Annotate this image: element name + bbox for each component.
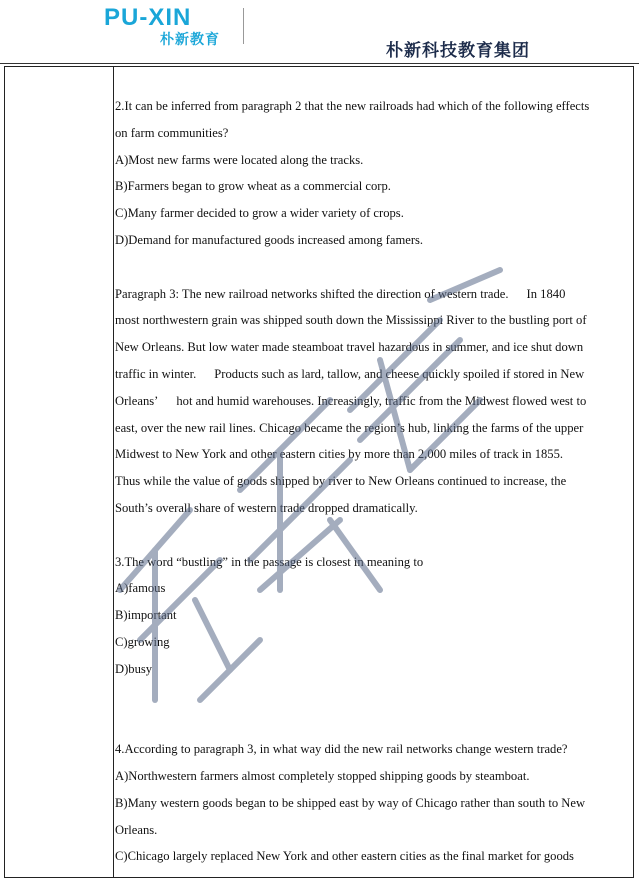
spacer <box>115 254 635 281</box>
q2-option-b: B)Farmers began to grow wheat as a commercial corp. <box>115 179 391 194</box>
q2-option-d: D)Demand for manufactured goods increased among famers. <box>115 232 424 247</box>
paragraph3-line1 <box>115 281 635 308</box>
q4-option-b-line1: B)Many western goods began to be shipped east by way of Chicago rather than south to New <box>115 795 586 810</box>
paragraph3-line4 <box>115 361 635 388</box>
paragraph3-line9: South’s overall share of western trade dropped dramatically. <box>115 500 418 515</box>
q3-option-d: D)busy <box>115 661 153 676</box>
q4-option-b-line2: Orleans. <box>115 822 158 837</box>
q4-option-a: A)Northwestern farmers almost completely stopped shipping goods by steamboat. <box>115 768 530 783</box>
logo-subtitle: 朴新教育 <box>160 32 220 48</box>
logo-wordmark: PU-XIN <box>104 4 192 31</box>
table-column-divider <box>113 66 114 878</box>
spacer <box>115 522 635 549</box>
paragraph3-line3: New Orleans. But low water made steamboat travel hazardous in summer, and ice shut down <box>115 340 584 355</box>
paragraph3-line7: Midwest to New York and other eastern cities by more than 2,000 miles of track in 1855. <box>115 447 564 462</box>
page-header <box>0 0 639 64</box>
paragraph3-line1a: Paragraph 3: The new railroad networks shifted the direction of western trade. <box>115 286 509 301</box>
q4-stem: 4.According to paragraph 3, in what way did the new rail networks change western trade? <box>115 742 568 757</box>
paragraph3-line2: most northwestern grain was shipped south down the Mississippi River to the bustling port of <box>115 313 587 328</box>
paragraph3-line5b: hot and humid warehouses. Increasingly, traffic from the Midwest flowed west to <box>176 393 587 408</box>
q2-stem-line1: 2.It can be inferred from paragraph 2 that the new railroads had which of the following effects <box>115 99 590 113</box>
paragraph3-line5 <box>115 388 635 415</box>
company-name: 朴新科技教育集团 <box>386 41 530 61</box>
paragraph3-line1b: In 1840 <box>526 286 566 301</box>
header-rule <box>0 63 639 64</box>
paragraph3-line6: east, over the new rail lines. Chicago became the region’s hub, linking the farms of the upper <box>115 420 584 435</box>
q3-option-b: B)important <box>115 608 177 623</box>
q4-option-c: C)Chicago largely replaced New York and other eastern cities as the final market for goods <box>115 849 574 864</box>
q2-option-a: A)Most new farms were located along the tracks. <box>115 152 364 167</box>
q3-option-a: A)famous <box>115 581 166 596</box>
paragraph3-line4b: Products such as lard, tallow, and cheese quickly spoiled if stored in New <box>214 366 585 381</box>
q3-stem: 3.The word “bustling” in the passage is closest in meaning to <box>115 554 424 569</box>
spacer <box>115 709 635 736</box>
document-body <box>115 93 635 870</box>
spacer <box>115 683 635 710</box>
logo-divider <box>243 8 244 44</box>
q2-stem-line2: on farm communities? <box>115 125 229 140</box>
q2-option-c: C)Many farmer decided to grow a wider variety of crops. <box>115 206 404 221</box>
paragraph3-line8: Thus while the value of goods shipped by river to New Orleans continued to increase, the <box>115 474 567 489</box>
paragraph3-line4a: traffic in winter. <box>115 366 197 381</box>
paragraph3-line5a: Orleans’ <box>115 393 159 408</box>
q3-option-c: C)growing <box>115 634 170 649</box>
